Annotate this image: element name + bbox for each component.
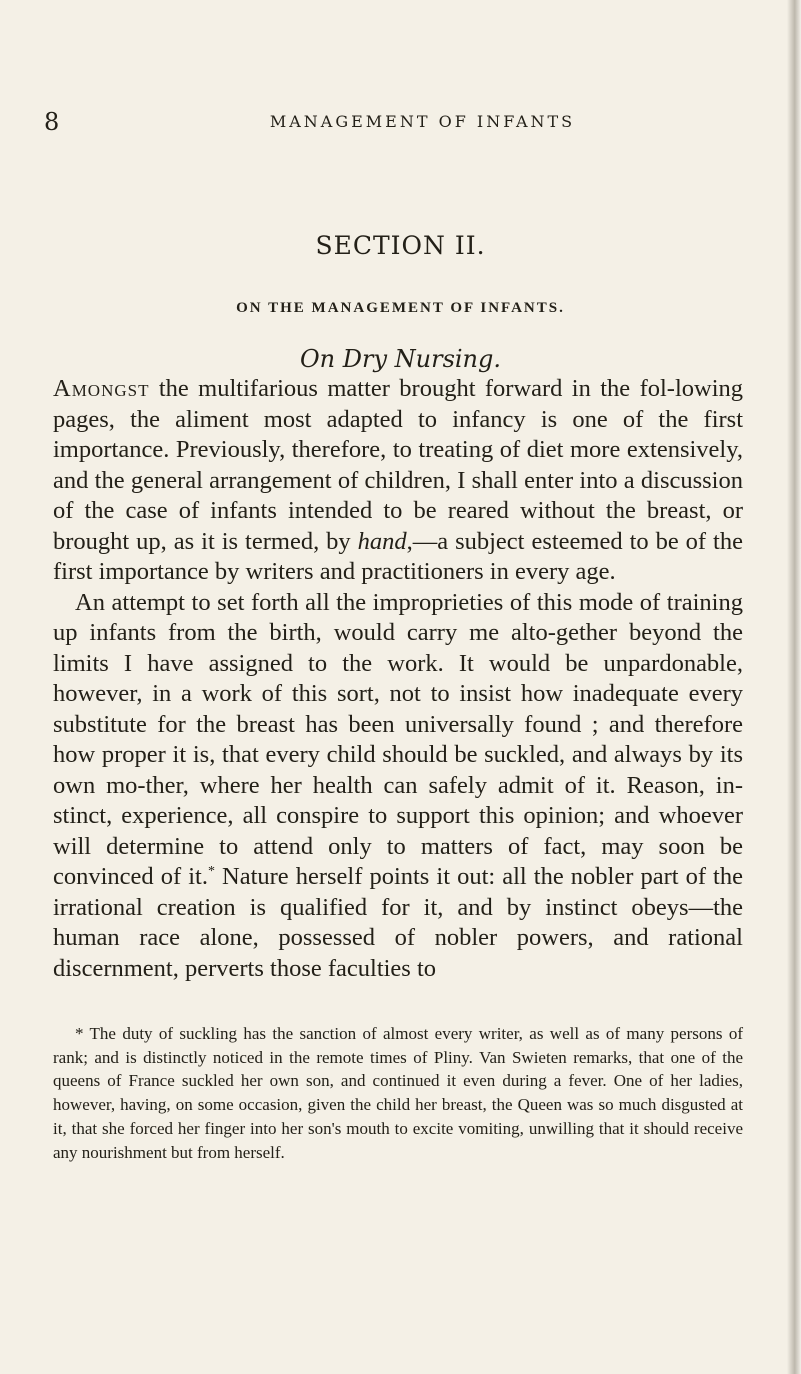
footnote: * The duty of suckling has the sanction of almost every writer, as well as of many persons of rank; and is distinctly noticed in the remote times of Pliny. Van Swieten remarks, that one of the queens of France suckled her own son, and continued it even during a fever. One of her ladies, however, having, on some occasion, given the child her breast, the Queen was so much disgusted at it, that she forced her finger into her son's mouth to excite vomiting, unwilling that it should receive any nourishment but from herself.	[53, 1024, 743, 1162]
italic-word: hand	[357, 527, 407, 555]
page-edge-shadow	[787, 0, 801, 1374]
paragraph-2-text-a: An attempt to set forth all the improprieties of this mode of training up infants from the birth, would carry me alto-gether beyond the limits I have assigned to the work. It would be unpardonable, however, in a work of this sort, not to insist how inadequate every substitute for the breast has been universally found ; and therefore how proper it is, that every child should be suckled, and always by its own mo-ther, where her health can safely admit of it. Reason, in-stinct, experience, all conspire to support this opinion; and whoever will determine to attend only to matters of fact, may soon be convinced of it.	[53, 588, 743, 890]
section-title: SECTION II.	[315, 231, 486, 260]
footnote-marker: *	[207, 863, 215, 879]
paragraph-2-text-b: Nature herself points it out: all the nobler part of the irrational creation is qualified for it, and by instinct obeys—the human race alone, possessed of nobler powers, and rational discernment, perverts those faculties to	[53, 863, 743, 982]
paragraph-1-text-a: the multifarious matter brought forward in the fol-lowing pages, the aliment most adapted to infancy is one of the first importance. Previously, therefore, to treating of diet more extensively, and the general arrangement of children, I shall enter into a discussion of the case of infants intended to be reared without the breast, or brought up, as it is termed, by	[53, 375, 743, 555]
section-heading: On Dry Nursing.	[299, 345, 502, 373]
paragraph-2	[53, 588, 743, 985]
body-text	[53, 374, 743, 984]
paragraph-1-text-b: ,—a subject esteemed to be of the first importance by writers and practitioners in every age.	[53, 527, 743, 585]
page-number: 8	[44, 108, 61, 136]
paragraph-1	[53, 374, 743, 588]
section-subtitle: ON THE MANAGEMENT OF INFANTS.	[236, 300, 565, 316]
drop-word: Amongst	[53, 375, 150, 402]
running-title: MANAGEMENT OF INFANTS	[269, 112, 576, 131]
running-head	[44, 108, 801, 136]
